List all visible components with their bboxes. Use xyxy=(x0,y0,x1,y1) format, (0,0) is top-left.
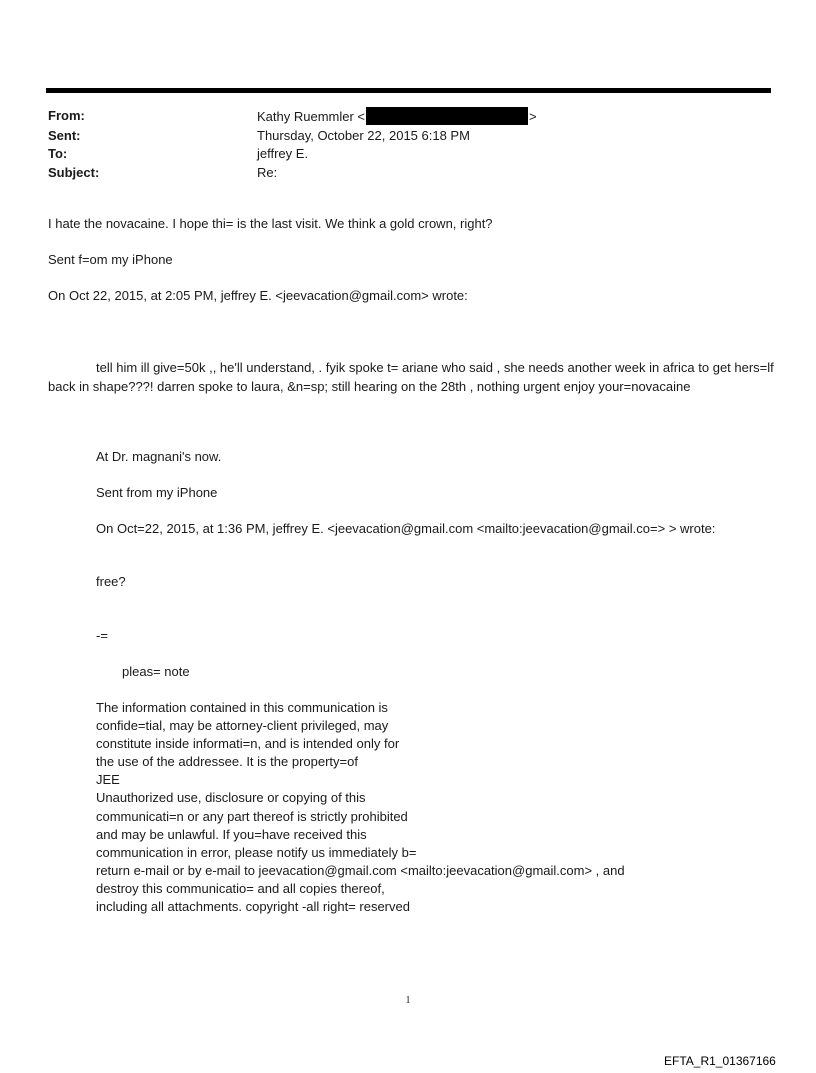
signature-dash: -= xyxy=(96,628,108,643)
notice-line: communicati=n or any part thereof is strictly prohibited xyxy=(96,808,408,824)
notice-line: The information contained in this communication is xyxy=(96,700,388,715)
from-name: Kathy Ruemmler < xyxy=(257,109,366,124)
from-value xyxy=(257,107,537,127)
subject-value: Re: xyxy=(257,164,278,180)
from-row xyxy=(48,107,537,127)
quoted-line-2: Sent from my iPhone xyxy=(96,485,218,500)
notice-line: and may be unlawful. If you=have received this xyxy=(96,826,367,842)
sent-row xyxy=(48,127,537,146)
reply-paragraph: tell him ill give=50k ,, he'll understand, . fyik spoke t= ariane who said , she needs another week in africa to get hers=lf back in shape???! darren spoke to laura, &n=sp; still hearing on the 28th , nothing urgent enjoy your=novacaine xyxy=(48,360,774,394)
notice-line: including all attachments. copyright -all right= reserved xyxy=(96,899,410,915)
to-label: To: xyxy=(48,146,68,161)
body-line-3: On Oct 22, 2015, at 2:05 PM, jeffrey E. <jeevacation@gmail.com> wrote: xyxy=(48,288,468,303)
to-row xyxy=(48,145,537,164)
redaction-box xyxy=(366,107,528,125)
notice-line: destroy this communicatio= and all copies thereof, xyxy=(96,880,385,896)
from-close: > xyxy=(529,109,537,124)
notice-line: constitute inside informati=n, and is intended only for xyxy=(96,736,400,752)
sent-label: Sent: xyxy=(48,127,81,143)
quoted-line-1: At Dr. magnani's now. xyxy=(96,449,222,464)
email-header xyxy=(48,107,537,182)
notice-line: confide=tial, may be attorney-client privileged, may xyxy=(96,718,389,734)
subject-row xyxy=(48,164,537,183)
header-rule xyxy=(46,88,771,93)
subject-label: Subject: xyxy=(48,164,100,180)
quoted-line-3: On Oct=22, 2015, at 1:36 PM, jeffrey E. <jeevacation@gmail.com <mailto:jeevacation@gmail.co=> > wrote: xyxy=(96,521,716,536)
to-value: jeffrey E. xyxy=(257,146,309,161)
body-line-2: Sent f=om my iPhone xyxy=(48,252,173,267)
notice-line: Unauthorized use, disclosure or copying of this xyxy=(96,790,366,806)
page-number: 1 xyxy=(405,995,411,1006)
notice-line: return e-mail or by e-mail to jeevacation@gmail.com <mailto:jeevacation@gmail.com> , and xyxy=(96,862,625,878)
signature-note: pleas= note xyxy=(122,664,190,679)
quoted-line-4: free? xyxy=(96,574,126,589)
confidentiality-notice xyxy=(96,699,625,916)
document-id: EFTA_R1_01367166 xyxy=(664,1054,776,1068)
sent-value: Thursday, October 22, 2015 6:18 PM xyxy=(257,127,470,143)
notice-line: communication in error, please notify us immediately b= xyxy=(96,844,417,860)
notice-line: the use of the addressee. It is the property=of xyxy=(96,754,358,770)
notice-line: JEE xyxy=(96,772,120,788)
body-line-1: I hate the novacaine. I hope thi= is the last visit. We think a gold crown, right? xyxy=(48,216,493,231)
from-label: From: xyxy=(48,108,85,123)
